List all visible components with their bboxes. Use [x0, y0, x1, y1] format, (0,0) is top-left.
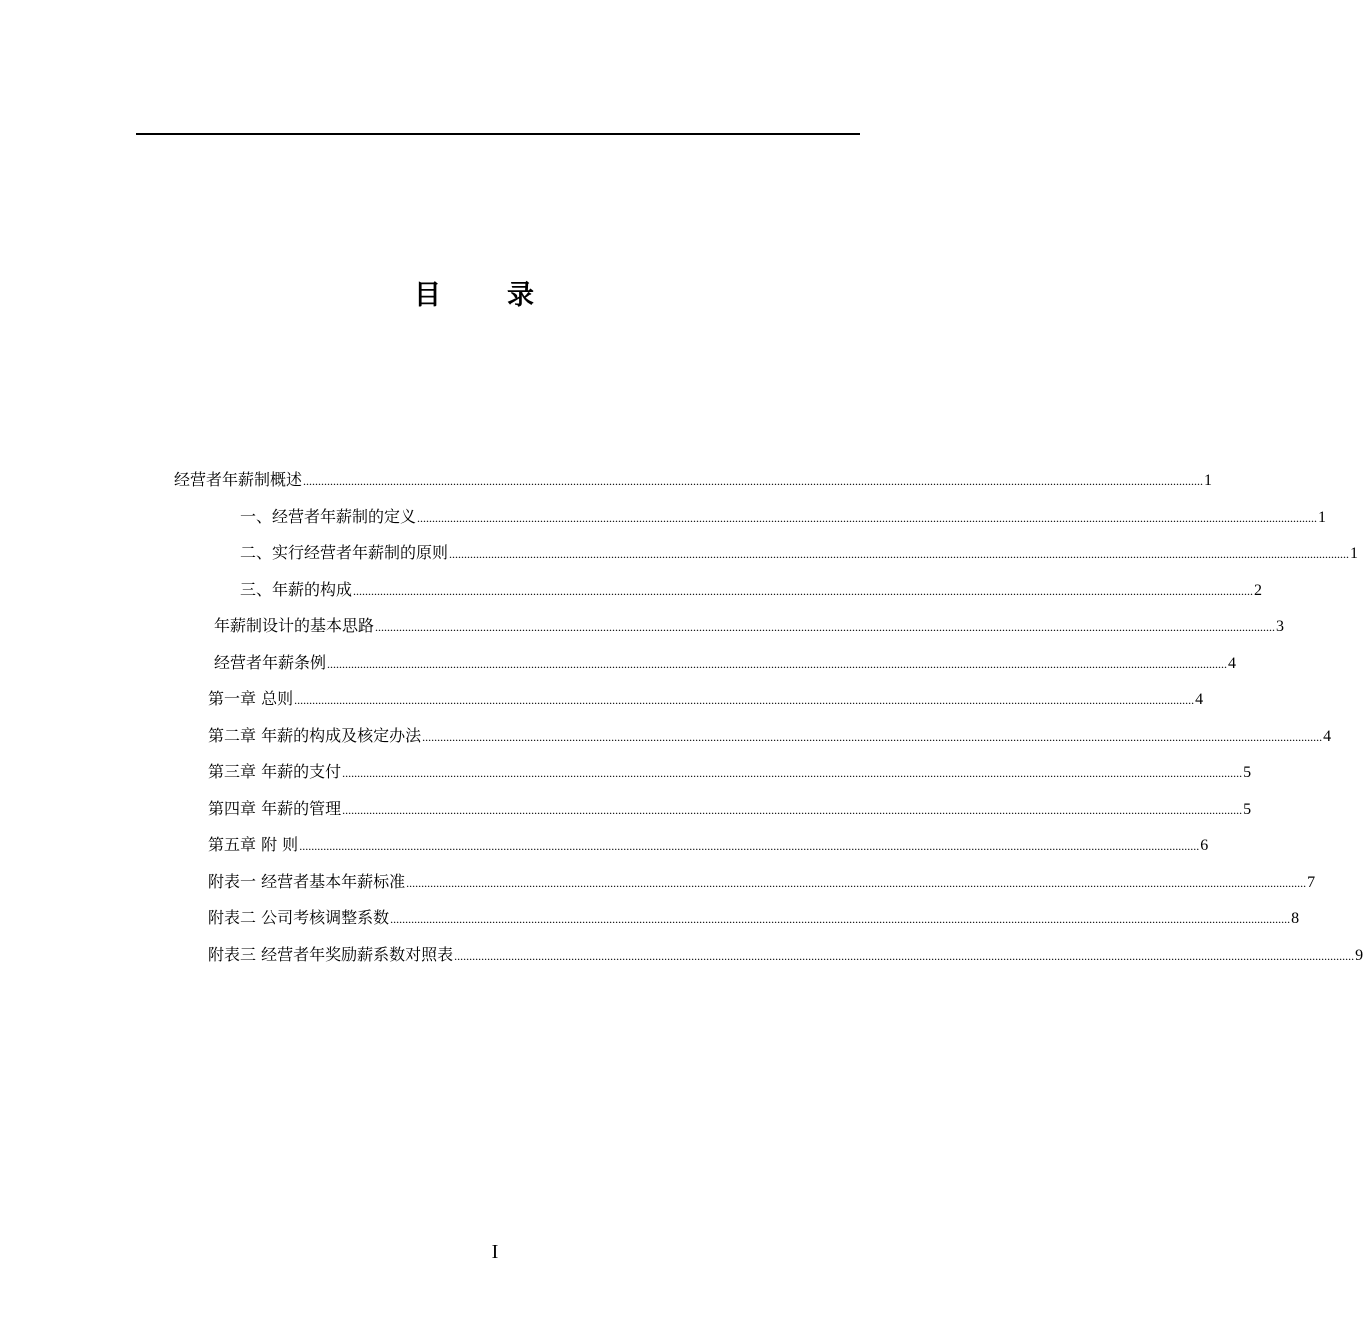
toc-entry-text: 年薪制设计的基本思路 [214, 616, 375, 635]
toc-entry[interactable] [240, 499, 1327, 535]
toc-leader: ............................................................................................................................................................................................................................................................................................................ [303, 474, 1204, 488]
toc-entry-text: 一、经营者年薪制的定义 [240, 506, 417, 526]
toc-entry[interactable] [208, 754, 1252, 790]
toc-entry-page: 2 [1254, 581, 1263, 599]
toc-entry-text: 第二章 年薪的构成及核定办法 [208, 725, 422, 745]
toc-leader: ............................................................................................................................................................................................................................................................................................................ [454, 948, 1355, 963]
toc-entry[interactable] [208, 864, 1316, 900]
toc-entry-page: 3 [1276, 618, 1285, 635]
toc-entry[interactable] [214, 645, 1237, 681]
toc-entry-text: 附表一 经营者基本年薪标准 [208, 871, 406, 891]
toc-entry-page: 1 [1318, 508, 1327, 526]
toc-entry-page: 4 [1195, 691, 1204, 708]
toc-entry-text: 第四章 年薪的管理 [208, 798, 342, 818]
toc-leader: ............................................................................................................................................................................................................................................................................................................ [299, 839, 1200, 853]
toc-title [0, 276, 950, 316]
toc-entry[interactable] [208, 681, 1204, 717]
toc-entry[interactable] [208, 791, 1252, 827]
toc-leader: ............................................................................................................................................................................................................................................................................................................ [353, 583, 1254, 598]
toc-entry-text: 三、年薪的构成 [240, 579, 353, 599]
toc-title-char-2: 录 [507, 280, 536, 311]
toc-entry[interactable] [208, 718, 1332, 754]
toc-entry-text: 二、实行经营者年薪制的原则 [240, 543, 449, 562]
toc-leader: ............................................................................................................................................................................................................................................................................................................ [342, 766, 1243, 780]
toc-entry-page: 8 [1291, 910, 1300, 927]
page-number: I [491, 1241, 499, 1263]
header-rule [136, 133, 860, 135]
toc-entry[interactable] [208, 937, 1363, 973]
toc-entry-text: 第五章 附 则 [208, 835, 299, 854]
toc-entry[interactable] [240, 572, 1263, 608]
toc-title-char-1: 目 [414, 280, 443, 311]
toc-entry[interactable] [208, 827, 1209, 863]
toc-leader: ............................................................................................................................................................................................................................................................................................................ [327, 656, 1228, 671]
toc-leader: ............................................................................................................................................................................................................................................................................................................ [422, 729, 1323, 744]
toc-entry-text: 经营者年薪制概述 [174, 470, 303, 489]
toc-entry-page: 4 [1228, 654, 1237, 672]
toc-entry-text: 附表二 公司考核调整系数 [208, 908, 390, 927]
toc-entry[interactable] [174, 462, 1213, 498]
toc-entry[interactable] [240, 535, 1359, 571]
toc-entry-page: 5 [1243, 764, 1252, 781]
toc-entry-page: 4 [1323, 727, 1332, 745]
toc-leader: ............................................................................................................................................................................................................................................................................................................ [417, 510, 1318, 525]
toc-entry-text: 第一章 总则 [208, 689, 294, 708]
toc-entry-text: 第三章 年薪的支付 [208, 762, 342, 781]
toc-entry-text: 附表三 经营者年奖励薪系数对照表 [208, 944, 454, 964]
toc-entry[interactable] [214, 608, 1285, 644]
toc-leader: ............................................................................................................................................................................................................................................................................................................ [375, 620, 1276, 634]
toc-entry-text: 经营者年薪条例 [214, 652, 327, 672]
toc-entry-page: 6 [1200, 837, 1209, 854]
toc-entry-page: 5 [1243, 800, 1252, 818]
toc-entry-page: 7 [1307, 873, 1316, 891]
toc-leader: ............................................................................................................................................................................................................................................................................................................ [294, 693, 1195, 707]
toc-leader: ............................................................................................................................................................................................................................................................................................................ [342, 802, 1243, 817]
toc-entry-page: 1 [1204, 472, 1213, 489]
toc-entry-page: 9 [1355, 946, 1363, 964]
toc-leader: ............................................................................................................................................................................................................................................................................................................ [449, 547, 1350, 561]
toc-leader: ............................................................................................................................................................................................................................................................................................................ [406, 875, 1307, 890]
toc-entry-page: 1 [1350, 545, 1359, 562]
toc-entry[interactable] [208, 900, 1300, 936]
toc-leader: ............................................................................................................................................................................................................................................................................................................ [390, 912, 1291, 926]
